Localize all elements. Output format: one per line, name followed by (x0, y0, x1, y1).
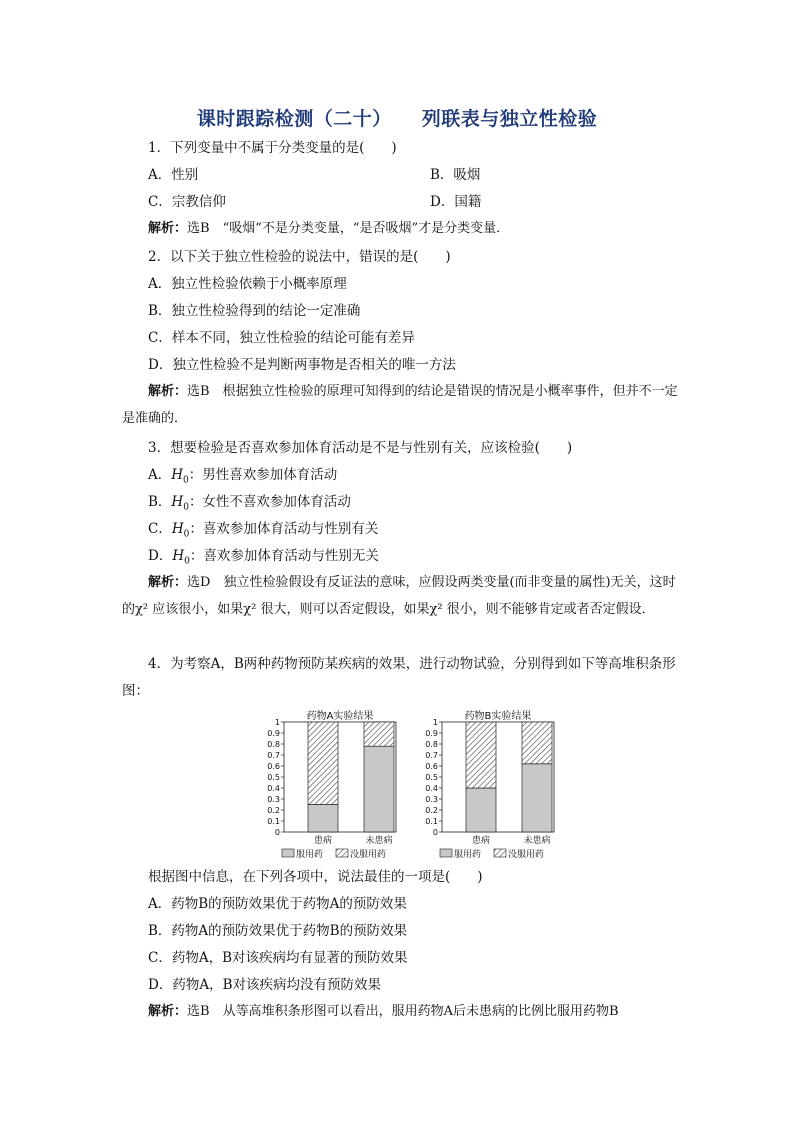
q1-option-c: C．宗教信仰 (148, 194, 226, 210)
q4-option-d: D．药物A，B对该疾病均没有预防效果 (148, 977, 381, 993)
y-tick-label: 1 (274, 718, 280, 727)
y-tick-label: 0.8 (425, 740, 438, 749)
q3-option-b: B．$H_0$：女性不喜欢参加体育活动 (148, 494, 351, 513)
q4-option-a: A．药物B的预防效果优于药物A的预防效果 (148, 896, 407, 912)
q2-exp-label: 解析： (148, 384, 188, 399)
q1-option-a: A．性别 (148, 167, 199, 183)
legend-label-not-served: 没服用药 (350, 850, 387, 860)
q4-exp-text: 选B 从等高堆积条形图可以看出，服用药物A后未患病的比例比服用药物B (187, 1004, 619, 1019)
y-tick-label: 0.4 (425, 784, 438, 793)
bar-not-served (466, 722, 496, 788)
legend-swatch-served (440, 849, 452, 857)
y-tick-label: 0.6 (425, 762, 438, 771)
legend-swatch-not-served (336, 849, 348, 857)
y-tick-label: 0 (274, 828, 280, 837)
y-tick-label: 0.4 (267, 784, 280, 793)
q4-exp-label: 解析： (148, 1004, 188, 1019)
title-sub: 列联表与独立性检验 (421, 108, 598, 130)
x-category-label: 未患病 (365, 836, 393, 846)
q2-option-c: C．样本不同，独立性检验的结论可能有差异 (148, 330, 415, 346)
title-main: 课时跟踪检测（二十） (196, 108, 392, 130)
bar-not-served (308, 722, 338, 805)
bar-not-served (364, 722, 394, 746)
q3-exp-label: 解析： (148, 575, 188, 590)
y-tick-label: 0.5 (267, 773, 280, 782)
q2-option-a: A．独立性检验依赖于小概率原理 (148, 276, 347, 292)
q2-option-d: D．独立性检验不是判断两事物是否相关的唯一方法 (148, 357, 456, 373)
bar-served (522, 764, 552, 832)
q1-exp-label: 解析： (148, 221, 188, 236)
y-tick-label: 0.9 (267, 729, 280, 738)
chart-drug-a (258, 708, 408, 860)
q1-exp-text: 选B “吸烟”不是分类变量，“是否吸烟”才是分类变量． (187, 221, 510, 236)
q2-stem: 2．以下关于独立性检验的说法中，错误的是( ) (148, 249, 451, 265)
y-tick-label: 0.8 (267, 740, 280, 749)
y-tick-label: 1 (432, 718, 438, 727)
y-tick-label: 0.2 (267, 806, 280, 815)
x-category-label: 患病 (313, 836, 333, 846)
q2-exp-text: 选B 根据独立性检验的原理可知得到的结论是错误的情况是小概率事件，但并不一定是准确的． (122, 384, 678, 426)
y-tick-label: 0.5 (425, 773, 438, 782)
legend-swatch-not-served (494, 849, 506, 857)
chart-title: 药物A实验结果 (306, 711, 374, 722)
y-tick-label: 0.3 (425, 795, 438, 804)
y-tick-label: 0.9 (425, 729, 438, 738)
legend-swatch-served (282, 849, 294, 857)
q1-explanation (148, 220, 509, 238)
q3-option-d: D．$H_0$：喜欢参加体育活动与性别无关 (148, 548, 379, 567)
q3-stem: 3．想要检验是否喜欢参加体育活动是不是与性别有关，应该检验( ) (148, 440, 573, 456)
q4-explanation (148, 1003, 619, 1021)
page-title (0, 104, 794, 131)
q3-option-c: C．$H_0$：喜欢参加体育活动与性别有关 (148, 521, 379, 540)
chart-drug-b-svg (416, 708, 566, 860)
bar-served (308, 805, 338, 833)
x-category-label: 患病 (471, 836, 491, 846)
y-tick-label: 0.1 (425, 817, 438, 826)
chart-group (258, 708, 558, 860)
y-tick-label: 0.7 (267, 751, 280, 760)
y-tick-label: 0.6 (267, 762, 280, 771)
q3-exp-text: 选D 独立性检验假设有反证法的意味，应假设两类变量(而非变量的属性)无关，这时的χ² 应该很小，如果χ² 很大，则可以否定假设，如果χ² 很小，则不能够肯定或者否定假设． (122, 575, 676, 617)
bar-served (364, 746, 394, 832)
legend-label-not-served: 没服用药 (508, 850, 545, 860)
q1-option-d: D．国籍 (430, 194, 482, 210)
chart-drug-a-svg (258, 708, 408, 860)
y-tick-label: 0.7 (425, 751, 438, 760)
q1-stem: 1．下列变量中不属于分类变量的是( ) (148, 140, 397, 156)
q4-stem: 4．为考察A，B两种药物预防某疾病的效果，进行动物试验，分别得到如下等高堆积条形图： (122, 656, 676, 699)
q4-option-b: B．药物A的预防效果优于药物B的预防效果 (148, 923, 408, 939)
q3-explanation (122, 569, 678, 623)
q2-option-b: B．独立性检验得到的结论一定准确 (148, 303, 361, 319)
q1-option-b: B．吸烟 (430, 167, 481, 183)
y-tick-label: 0.3 (267, 795, 280, 804)
legend-label-served: 服用药 (454, 850, 482, 860)
chart-drug-b (416, 708, 566, 860)
bar-served (466, 788, 496, 832)
bar-not-served (522, 722, 552, 764)
q3-option-a: A．$H_0$：男性喜欢参加体育活动 (148, 467, 338, 486)
legend-label-served: 服用药 (296, 850, 324, 860)
chart-title: 药物B实验结果 (464, 711, 532, 722)
y-tick-label: 0.1 (267, 817, 280, 826)
y-tick-label: 0.2 (425, 806, 438, 815)
q2-explanation (122, 378, 678, 432)
y-tick-label: 0 (432, 828, 438, 837)
q4-option-c: C．药物A，B对该疾病均有显著的预防效果 (148, 950, 408, 966)
q4-question: 根据图中信息，在下列各项中，说法最佳的一项是( ) (148, 869, 483, 885)
x-category-label: 未患病 (523, 836, 551, 846)
